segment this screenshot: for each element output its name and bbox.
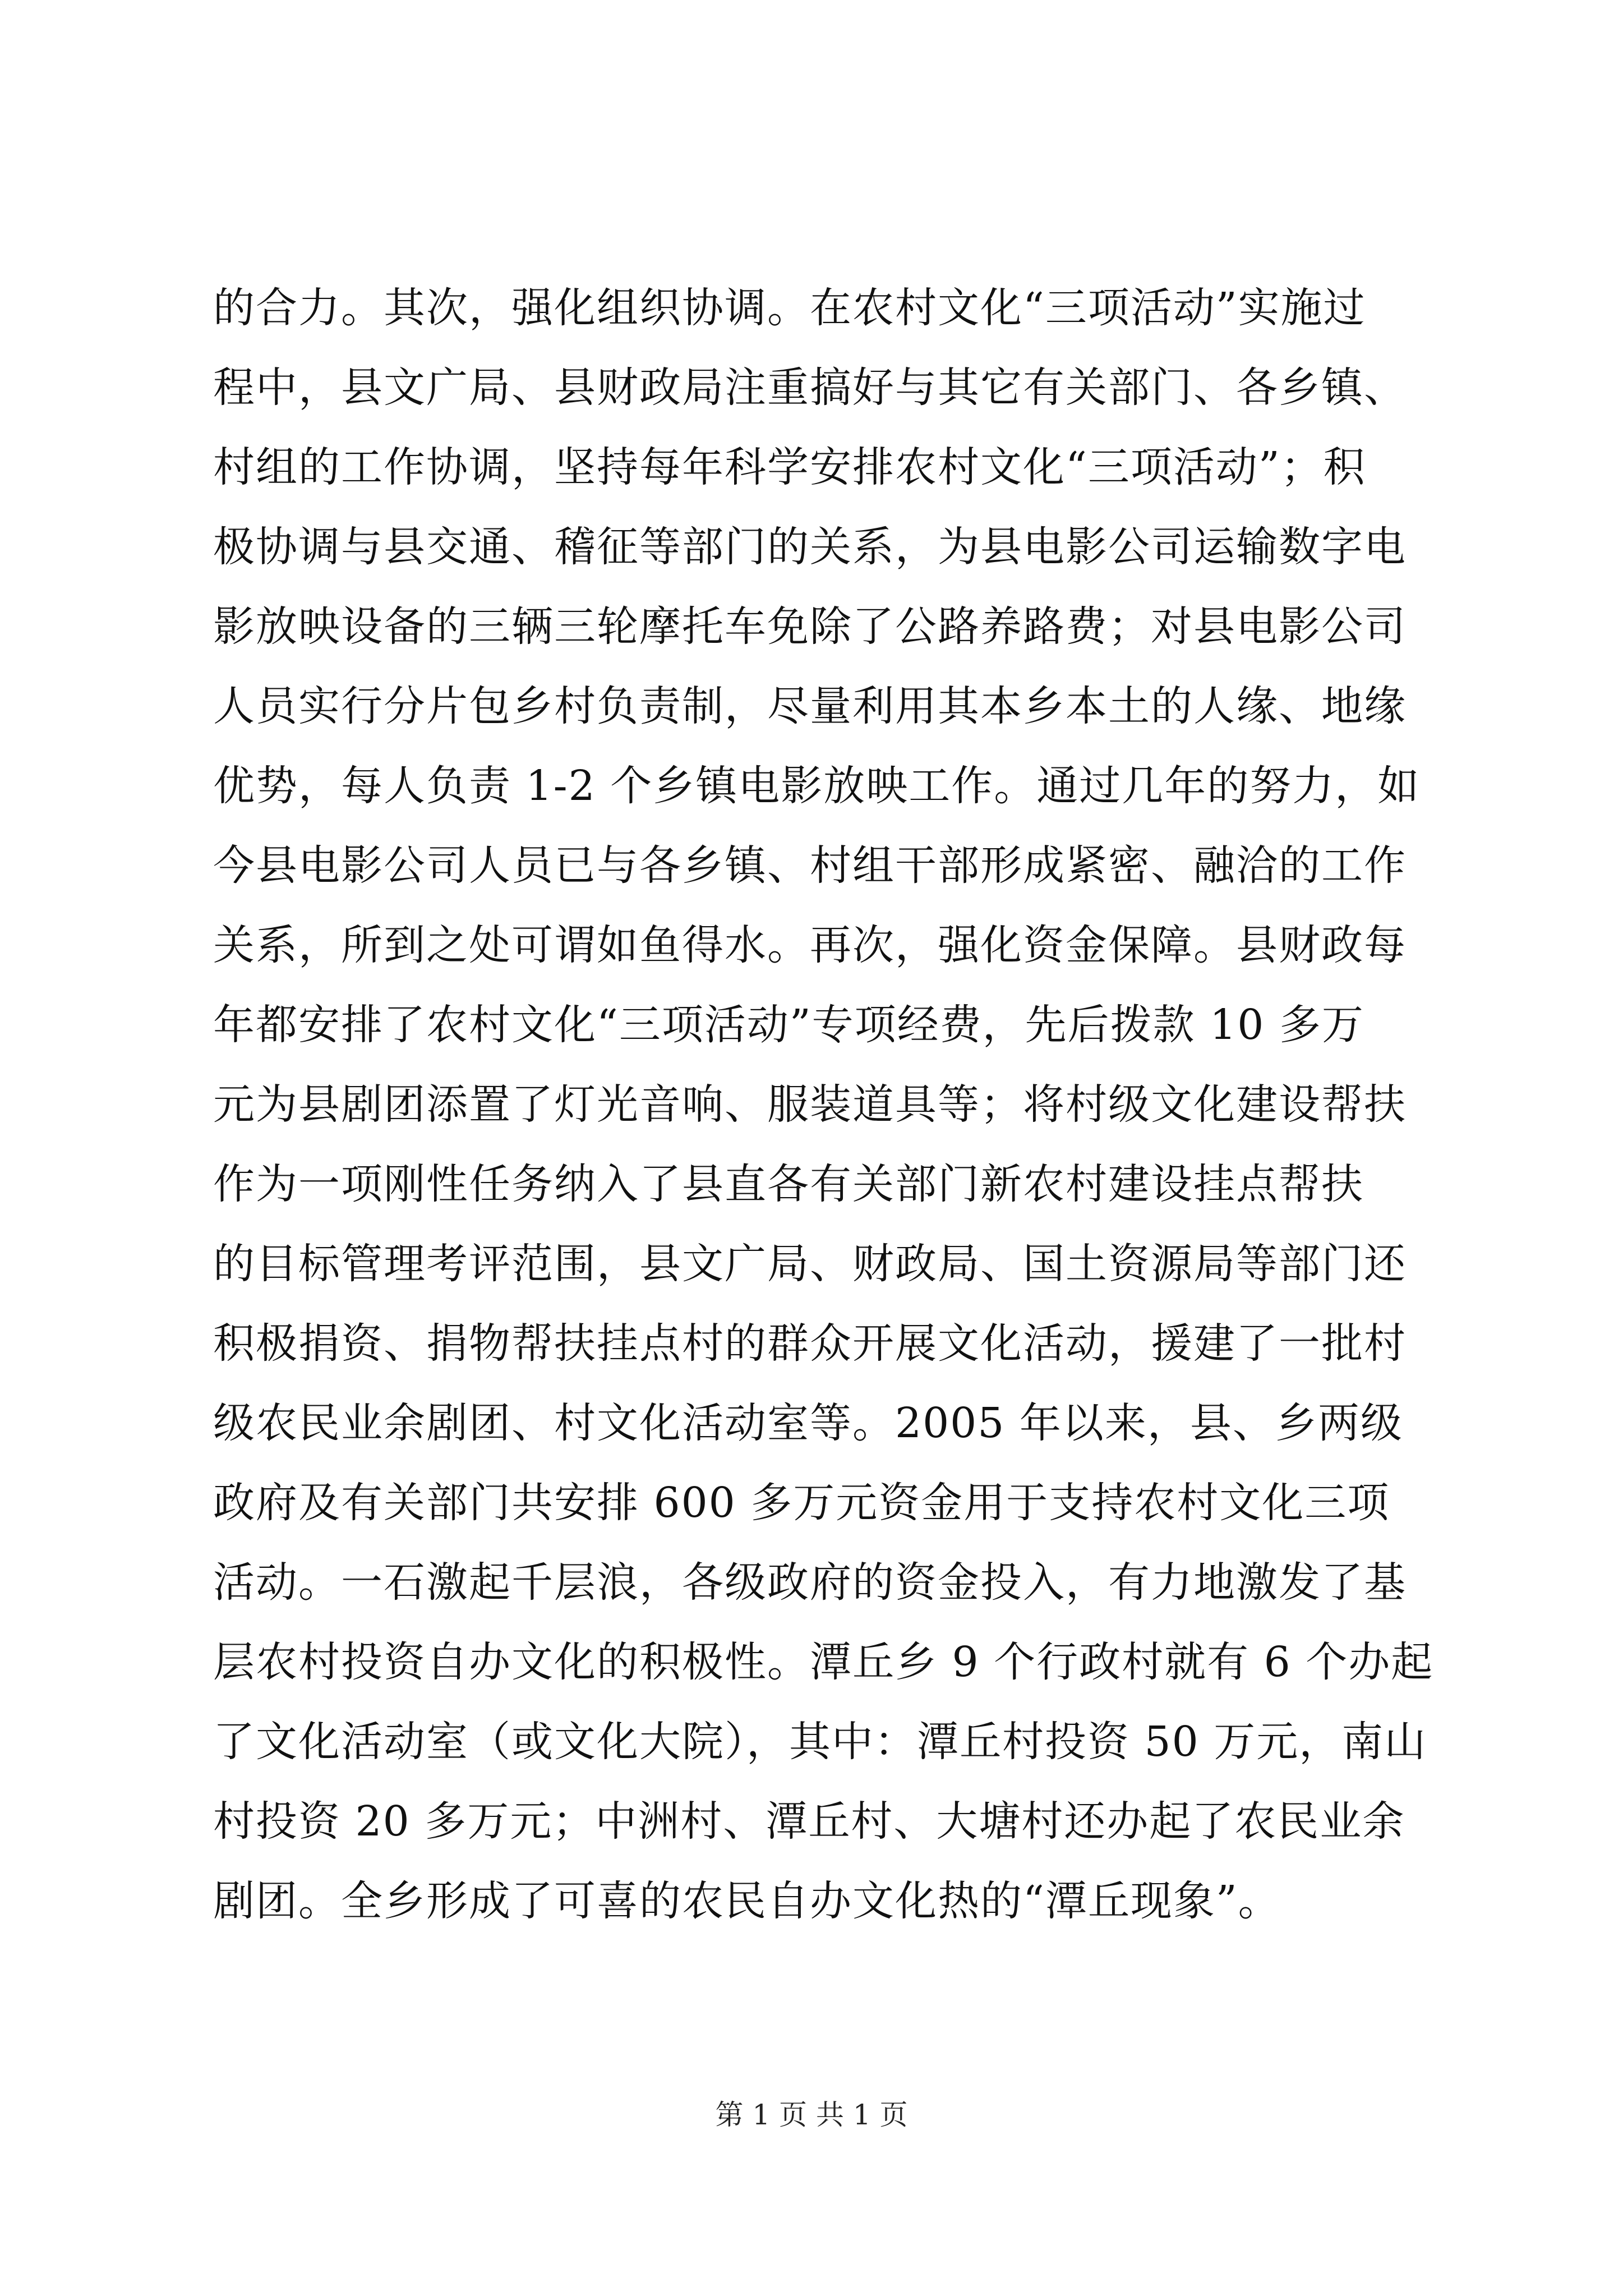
- text-line: 年都安排了农村文化“三项活动”专项经费，先后拨款 10 多万: [213, 1001, 1364, 1049]
- text-line: 剧团。全乡形成了可喜的农民自办文化热的“潭丘现象”。: [213, 1877, 1281, 1925]
- text-line: 活动。一石激起千层浪，各级政府的资金投入，有力地激发了基: [213, 1558, 1407, 1607]
- text-line: 作为一项刚性任务纳入了县直各有关部门新农村建设挂点帮扶: [213, 1160, 1364, 1208]
- text-line: 级农民业余剧团、村文化活动室等。2005 年以来，县、乡两级: [213, 1399, 1403, 1447]
- text-line: 的目标管理考评范围，县文广局、财政局、国土资源局等部门还: [213, 1240, 1407, 1288]
- text-line: 村组的工作协调，坚持每年科学安排农村文化“三项活动”；积: [213, 443, 1366, 491]
- text-line: 人员实行分片包乡村负责制，尽量利用其本乡本土的人缘、地缘: [213, 682, 1407, 730]
- text-line: 影放映设备的三辆三轮摩托车免除了公路养路费；对县电影公司: [213, 602, 1407, 651]
- text-line: 了文化活动室（或文化大院），其中：潭丘村投资 50 万元，南山: [213, 1718, 1427, 1766]
- text-line: 今县电影公司人员已与各乡镇、村组干部形成紧密、融洽的工作: [213, 841, 1407, 890]
- page-footer: [0, 2092, 1623, 2137]
- text-line: 极协调与县交通、稽征等部门的关系，为县电影公司运输数字电: [213, 523, 1407, 571]
- text-line: 政府及有关部门共安排 600 多万元资金用于支持农村文化三项: [213, 1479, 1390, 1527]
- text-line: 程中，县文广局、县财政局注重搞好与其它有关部门、各乡镇、: [213, 364, 1407, 412]
- text-line: 村投资 20 多万元；中洲村、潭丘村、大塘村还办起了农民业余: [213, 1797, 1405, 1846]
- text-line: 层农村投资自办文化的积极性。潭丘乡 9 个行政村就有 6 个办起: [213, 1638, 1434, 1686]
- body-paragraph: [213, 268, 1434, 1941]
- text-line: 关系，所到之处可谓如鱼得水。再次，强化资金保障。县财政每: [213, 921, 1407, 969]
- page-number-label: 第 1 页 共 1 页: [715, 2099, 908, 2131]
- text-line: 元为县剧团添置了灯光音响、服装道具等；将村级文化建设帮扶: [213, 1080, 1407, 1129]
- text-line: 积极捐资、捐物帮扶挂点村的群众开展文化活动，援建了一批村: [213, 1319, 1407, 1368]
- text-line: 的合力。其次，强化组织协调。在农村文化“三项活动”实施过: [213, 284, 1366, 332]
- text-line: 优势，每人负责 1-2 个乡镇电影放映工作。通过几年的努力，如: [213, 762, 1421, 810]
